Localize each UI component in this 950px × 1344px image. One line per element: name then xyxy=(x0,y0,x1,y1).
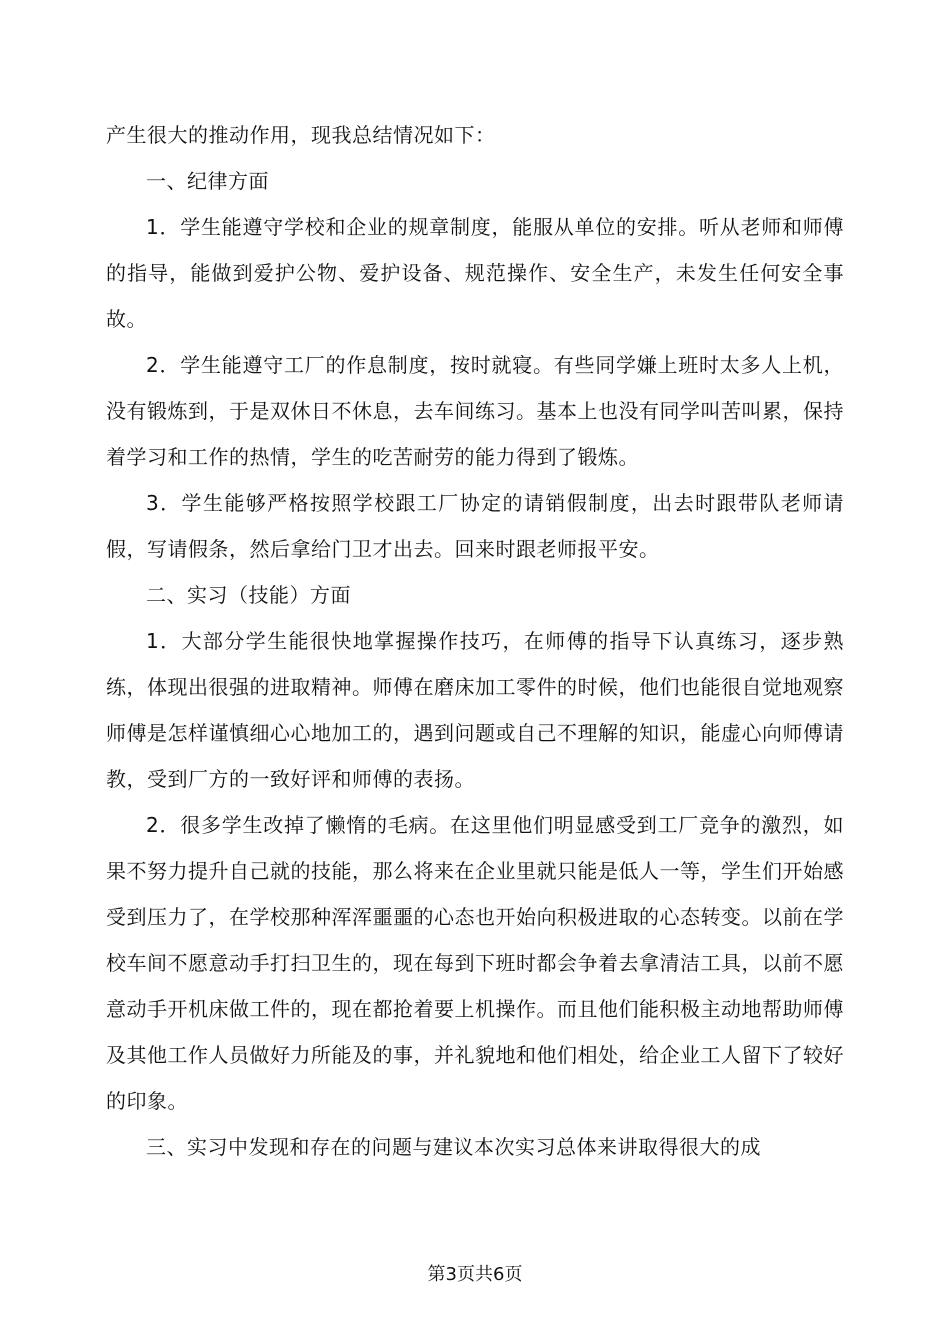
page-number-footer: 第3页共6页 xyxy=(427,1264,523,1285)
paragraph: 1．学生能遵守学校和企业的规章制度，能服从单位的安排。听从老师和师傅的指导，能做到爱护公物、爱护设备、规范操作、安全生产，未发生任何安全事故。 xyxy=(106,215,844,331)
paragraph: 3．学生能够严格按照学校跟工厂协定的请销假制度，出去时跟带队老师请假，写请假条，然后拿给门卫才出去。回来时跟老师报平安。 xyxy=(106,491,844,561)
section-heading-problems: 三、实习中发现和存在的问题与建议本次实习总体来讲取得很大的成 xyxy=(146,1135,761,1159)
section-heading-discipline: 一、纪律方面 xyxy=(146,169,269,193)
paragraph: 2．学生能遵守工厂的作息制度，按时就寝。有些同学嫌上班时太多人上机，没有锻炼到，于是双休日不休息，去车间练习。基本上也没有同学叫苦叫累，保持着学习和工作的热情，学生的吃苦耐劳的能力得到了锻炼。 xyxy=(106,353,844,469)
section-heading-internship-skills: 二、实习（技能）方面 xyxy=(146,583,351,607)
paragraph: 2．很多学生改掉了懒惰的毛病。在这里他们明显感受到工厂竞争的激烈，如果不努力提升自己就的技能，那么将来在企业里就只能是低人一等，学生们开始感受到压力了，在学校那种浑浑噩噩的心态也开始向积极进取的心态转变。以前在学校车间不愿意动手打扫卫生的，现在每到下班时都会争着去拿清洁工具，以前不愿意动手开机床做工件的，现在都抢着要上机操作。而且他们能积极主动地帮助师傅及其他工作人员做好力所能及的事，并礼貌地和他们相处，给企业工人留下了较好的印象。 xyxy=(106,813,844,1113)
paragraph: 1．大部分学生能很快地掌握操作技巧，在师傅的指导下认真练习，逐步熟练，体现出很强的进取精神。师傅在磨床加工零件的时候，他们也能很自觉地观察师傅是怎样谨慎细心心地加工的，遇到问题或自己不理解的知识，能虚心向师傅请教，受到厂方的一致好评和师傅的表扬。 xyxy=(106,629,844,791)
paragraph-continuation: 产生很大的推动作用，现我总结情况如下： xyxy=(106,123,496,147)
document-body xyxy=(106,112,844,1170)
